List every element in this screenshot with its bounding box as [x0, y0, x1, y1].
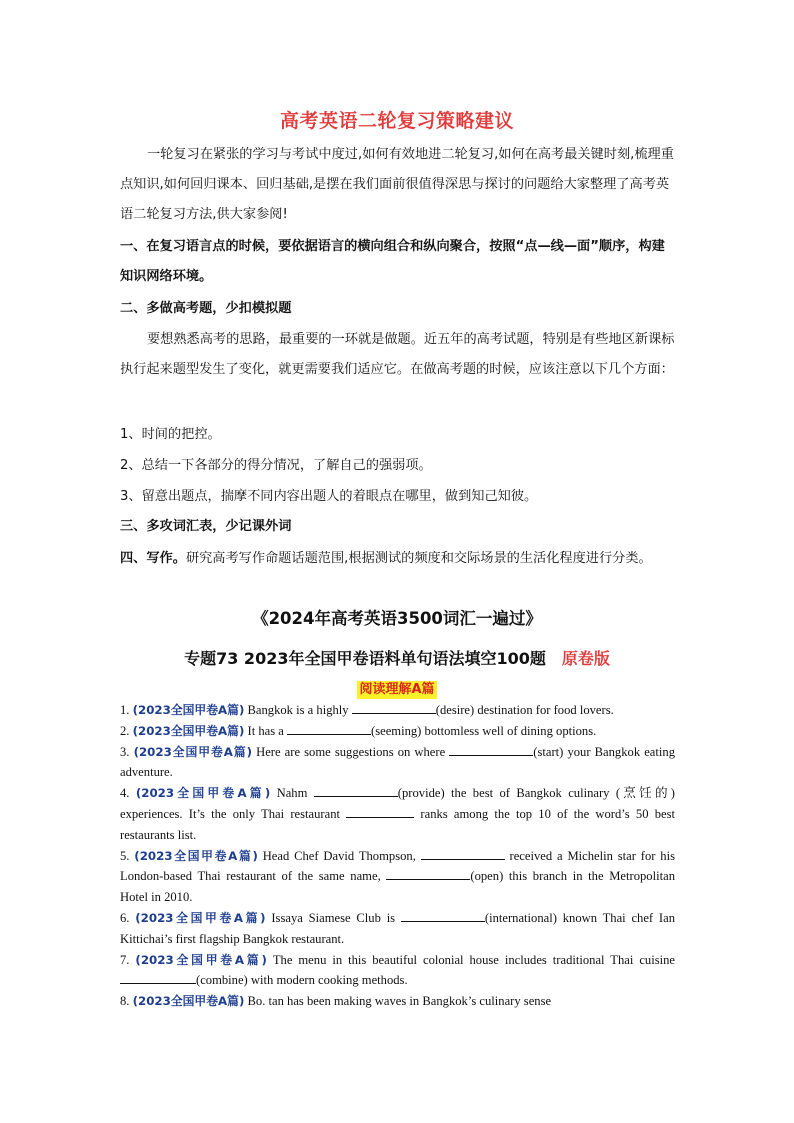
topic-version-tag: 原卷版 — [561, 649, 610, 668]
section-heading — [0, 680, 794, 699]
question-source: (2023全国甲卷A篇) — [132, 994, 245, 1009]
point-1: 一、在复习语言点的时候，要依据语言的横向组合和纵向聚合，按照“点—线—面”顺序，构建知识网络环境。 — [120, 239, 665, 284]
question-text: received a Michelin star for his London-based Thai restaurant of the same name, — [120, 848, 675, 884]
question-number: 5. — [120, 848, 130, 863]
sub-item-1: 1、时间的把控。 — [120, 427, 221, 442]
question-text: Head Chef David Thompson, — [262, 848, 421, 863]
answer-blank[interactable] — [386, 867, 470, 880]
question-source: (2023全国甲卷A篇) — [134, 848, 258, 863]
answer-blank[interactable] — [120, 971, 196, 984]
question-text: ranks among the top 10 of the word’s 50 best restaurants list. — [120, 806, 675, 842]
question-text: Here are some suggestions on where — [256, 744, 450, 759]
page-title: 高考英语二轮复习策略建议 — [279, 110, 514, 132]
question-item — [120, 700, 675, 721]
intro-paragraph: 一轮复习在紧张的学习与考试中度过,如何有效地进二轮复习,如何在高考最关键时刻,梳理重点知识,如何回归课本、回归基础,是摆在我们面前很值得深思与探讨的问题给大家整理了高考英语二轮复习方法,供大家参阅! — [120, 147, 674, 222]
answer-blank[interactable] — [449, 743, 533, 756]
question-source: (2023全国甲卷A篇) — [135, 910, 266, 925]
question-text: It has a — [247, 723, 288, 738]
question-item — [120, 783, 675, 845]
answer-blank[interactable] — [287, 722, 371, 735]
question-item — [120, 846, 675, 908]
question-text: Nahm — [276, 786, 314, 801]
question-item — [120, 721, 675, 742]
sub-item-2: 2、总结一下各部分的得分情况，了解自己的强弱项。 — [120, 458, 432, 473]
answer-blank[interactable] — [346, 805, 414, 818]
question-source: (2023全国甲卷A篇) — [132, 723, 245, 738]
answer-blank[interactable] — [352, 701, 436, 714]
sub-item-3: 3、留意出题点，揣摩不同内容出题人的着眼点在哪里，做到知己知彼。 — [120, 489, 538, 504]
question-item — [120, 908, 675, 950]
answer-blank[interactable] — [401, 909, 485, 922]
question-number: 2. — [120, 723, 130, 738]
question-text: (desire) destination for food lovers. — [435, 703, 614, 717]
question-item — [120, 950, 675, 992]
question-item — [120, 742, 675, 784]
question-number: 7. — [120, 952, 130, 967]
question-text: (open) this branch in the Metropolitan Hotel in 2010. — [120, 869, 675, 905]
topic-title — [0, 646, 794, 669]
question-text: (combine) with modern cooking methods. — [196, 973, 408, 988]
topic-title-text: 专题73 2023年全国甲卷语料单句语法填空100题 — [184, 649, 546, 668]
question-text: Issaya Siamese Club is — [271, 910, 401, 925]
question-number: 3. — [120, 744, 130, 759]
question-number: 1. — [120, 703, 130, 717]
question-item — [120, 991, 675, 1012]
question-source: (2023全国甲卷A篇) — [133, 744, 252, 759]
question-text: (start) your Bangkok eating adventure. — [120, 744, 675, 780]
question-number: 8. — [120, 994, 130, 1009]
point-4-body: 研究高考写作命题话题范围,根据测试的频度和交际场景的生活化程度进行分类。 — [185, 551, 652, 566]
point-2-body: 要想熟悉高考的思路，最重要的一环就是做题。近五年的高考试题，特别是有些地区新课标执行起来题型发生了变化，就更需要我们适应它。在做高考题的时候，应该注意以下几个方面： — [120, 332, 675, 377]
section-label: 阅读理解A篇 — [359, 682, 435, 697]
question-source: (2023全国甲卷A篇) — [135, 786, 271, 801]
question-text: (seeming) bottomless well of dining options. — [371, 723, 597, 738]
question-text: Bo. tan has been making waves in Bangkok’s culinary sense — [247, 994, 552, 1009]
question-text: (provide) the best of Bangkok culinary (烹饪的) experiences. It’s the only Thai restaurant — [120, 786, 675, 821]
question-source: (2023全国甲卷A篇) — [132, 703, 245, 717]
question-text: (international) known Thai chef Ian Kittichai’s first flagship Bangkok restaurant. — [120, 910, 675, 946]
answer-blank[interactable] — [314, 784, 398, 797]
question-number: 4. — [120, 786, 130, 801]
book-title: 《2024年高考英语3500词汇一遍过》 — [252, 609, 542, 628]
question-text: Bangkok is a highly — [247, 703, 352, 717]
point-4 — [120, 544, 676, 574]
point-4-heading: 四、写作。 — [120, 551, 186, 566]
question-number: 6. — [120, 910, 130, 925]
question-source: (2023全国甲卷A篇) — [135, 952, 267, 967]
question-list — [120, 700, 675, 1012]
point-2-heading: 二、多做高考题，少扣模拟题 — [120, 301, 292, 316]
point-3-heading: 三、多攻词汇表，少记课外词 — [120, 519, 292, 534]
question-text: The menu in this beautiful colonial house includes traditional Thai cuisine — [272, 952, 675, 967]
answer-blank[interactable] — [421, 847, 505, 860]
